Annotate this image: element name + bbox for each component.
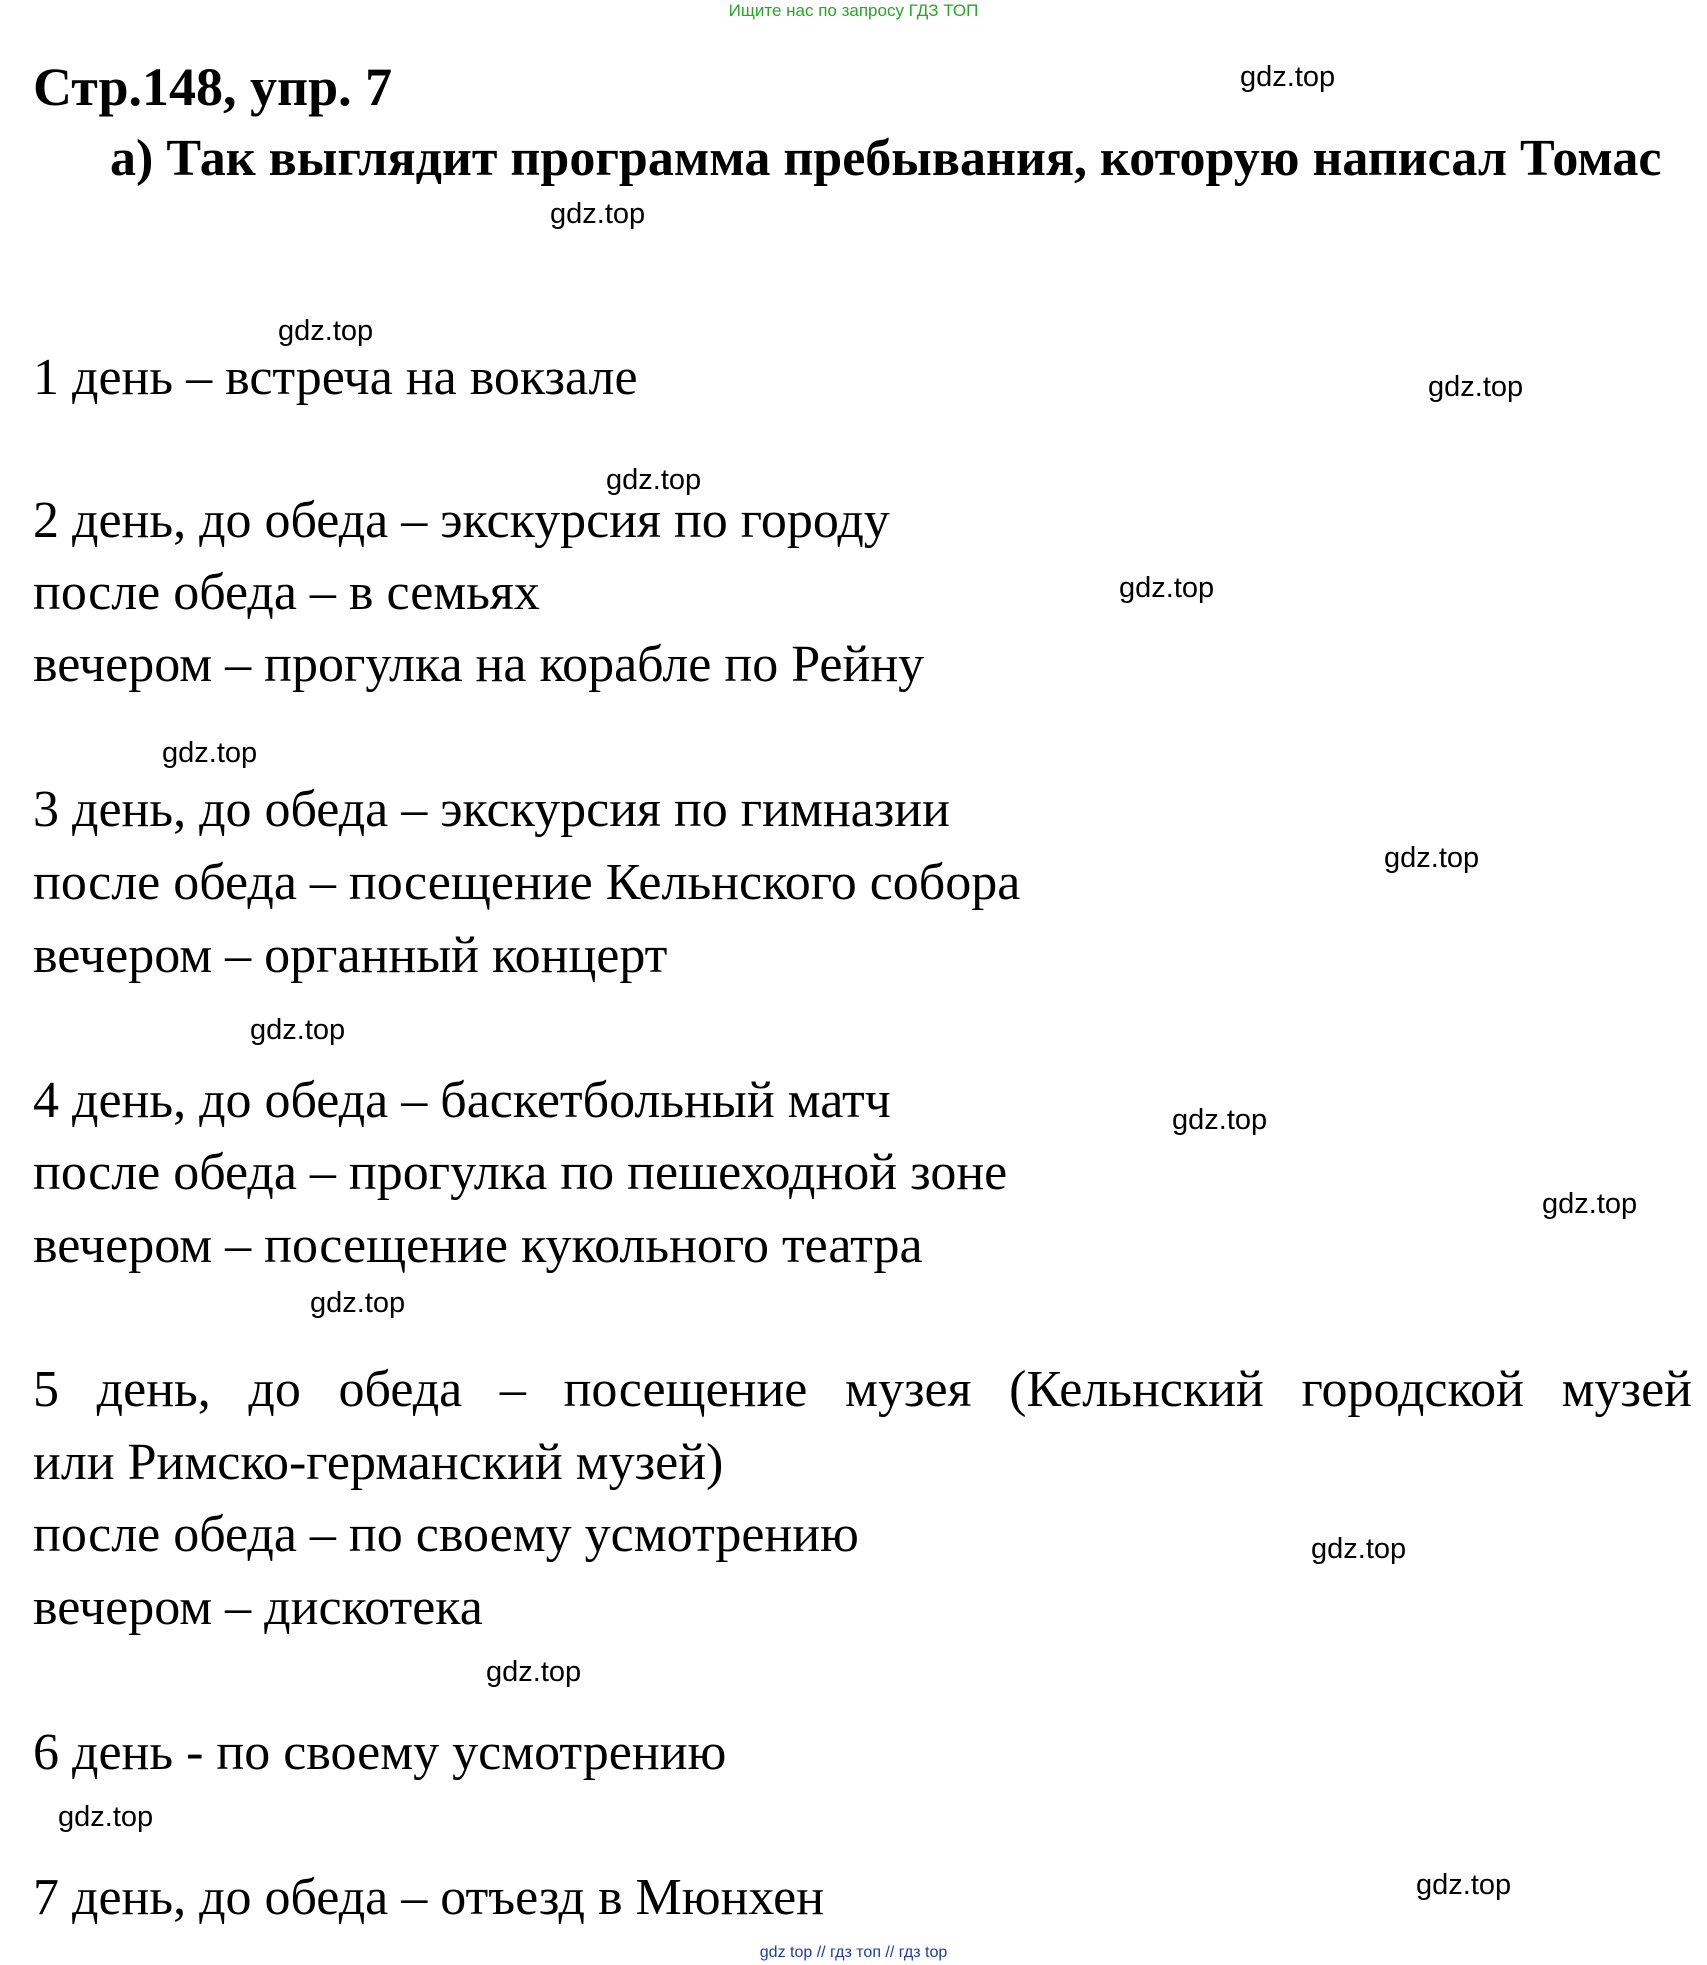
watermark: gdz.top [1311,1533,1407,1565]
watermark: gdz.top [550,198,646,230]
watermark: gdz.top [58,1801,154,1833]
program-line-evening: вечером – дискотека [33,1579,483,1636]
program-line-afternoon: после обеда – по своему усмотрению [33,1506,859,1563]
watermark: gdz.top [486,1656,582,1688]
program-line-day-6: 6 день - по своему усмотрению [33,1724,727,1781]
watermark: gdz.top [1428,371,1524,403]
program-line-day-1: 1 день – встреча на вокзале [33,349,638,406]
program-line-evening: вечером – прогулка на корабле по Рейну [33,636,925,693]
watermark: gdz.top [162,737,258,769]
program-line-day-7: 7 день, до обеда – отъезд в Мюнхен [33,1869,825,1926]
watermark: gdz.top [1542,1188,1638,1220]
program-line-afternoon: после обеда – посещение Кельнского собора [33,854,1021,911]
watermark: gdz.top [1240,61,1336,93]
watermark: gdz.top [606,464,702,496]
watermark: gdz.top [310,1287,406,1319]
watermark: gdz.top [1384,842,1480,874]
exercise-subtitle: а) Так выглядит программа пребывания, которую написал Томас [110,130,1662,187]
watermark: gdz.top [1172,1104,1268,1136]
program-line-day-2: 2 день, до обеда – экскурсия по городу [33,492,890,549]
program-line-day-4: 4 день, до обеда – баскетбольный матч [33,1072,891,1129]
watermark: gdz.top [1416,1869,1512,1901]
watermark: gdz.top [1119,572,1215,604]
program-line-day-5-continued: или Римско-германский музей) [33,1434,724,1491]
program-line-evening: вечером – органный концерт [33,927,668,984]
program-line-day-5: 5 день, до обеда – посещение музея (Кельнский городской музей [33,1361,1692,1418]
program-line-afternoon: после обеда – в семьях [33,564,540,621]
watermark: gdz.top [250,1014,346,1046]
program-line-day-3: 3 день, до обеда – экскурсия по гимназии [33,781,950,838]
program-line-evening: вечером – посещение кукольного театра [33,1217,923,1274]
footer-watermark-banner: gdz top // гдз топ // гдз top [759,1944,948,1961]
page-title: Стр.148, упр. 7 [33,57,393,117]
watermark: gdz.top [278,315,374,347]
program-line-afternoon: после обеда – прогулка по пешеходной зоне [33,1144,1008,1201]
search-hint-banner: Ищите нас по запросу ГДЗ ТОП [728,1,979,20]
